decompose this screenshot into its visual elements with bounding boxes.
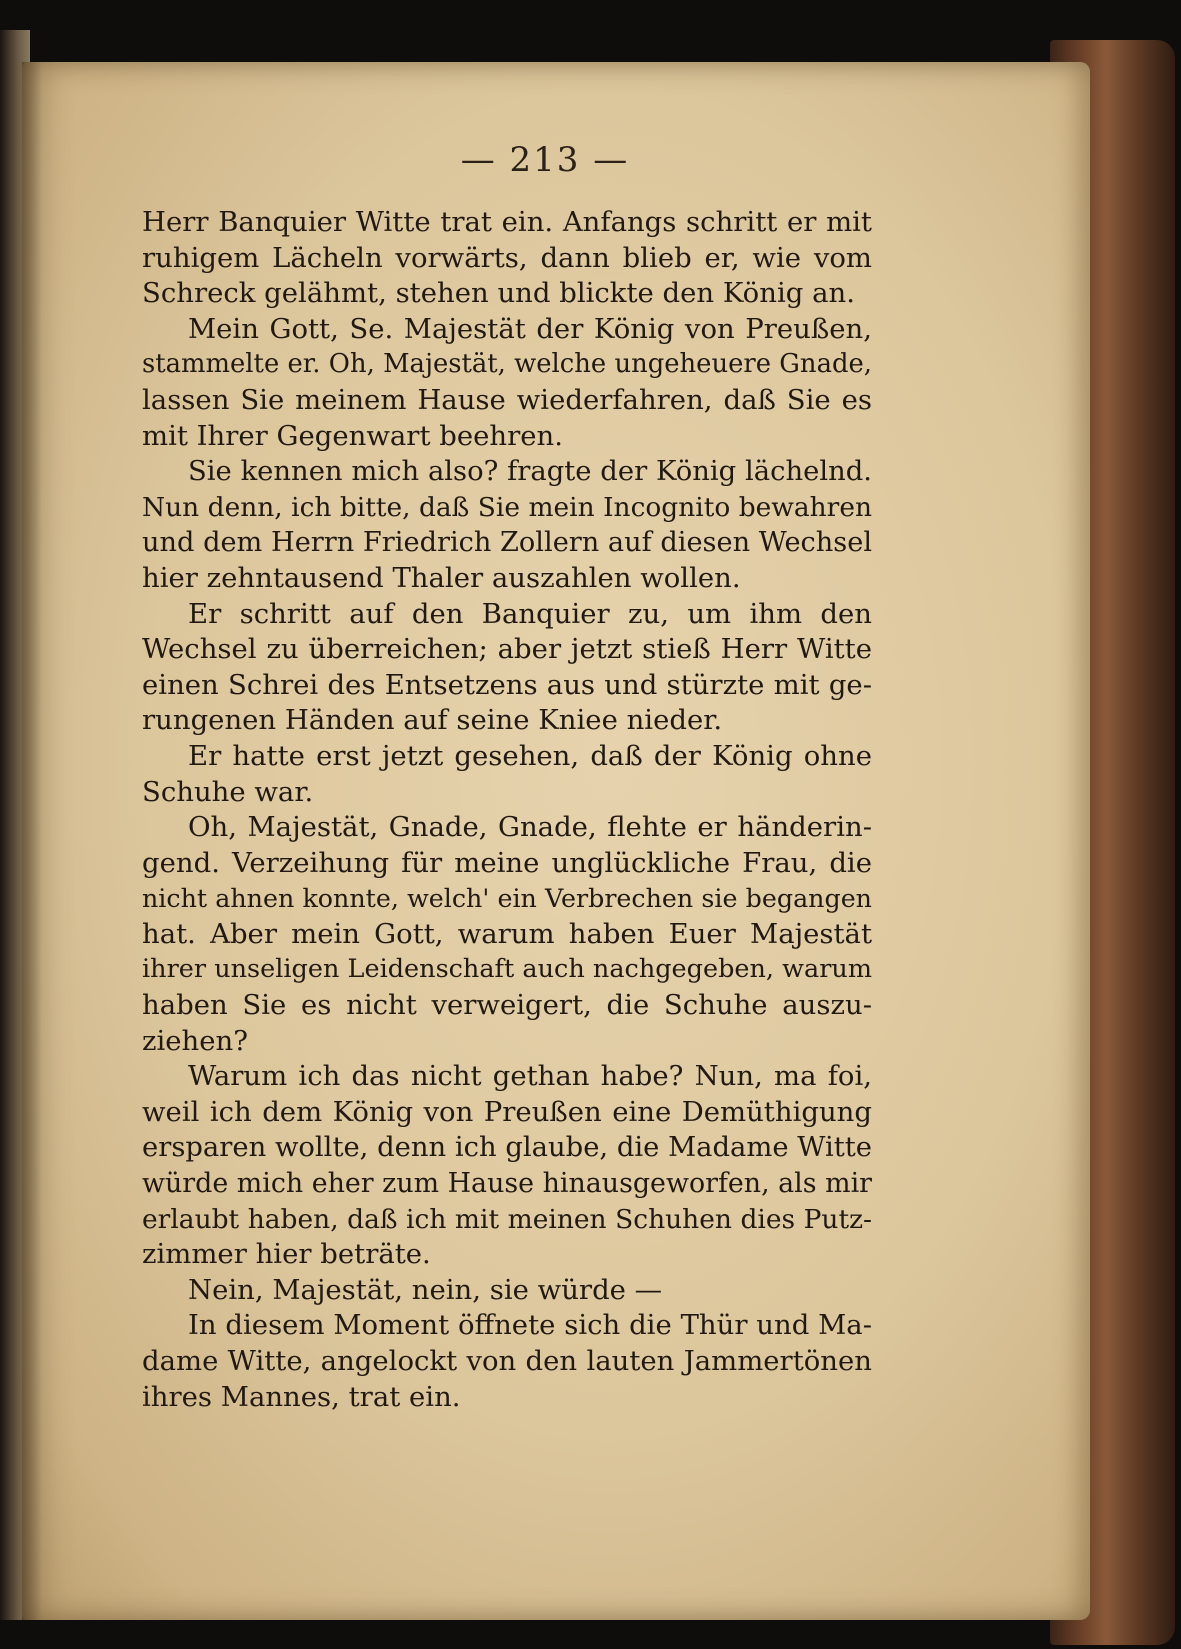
text-line: Wechsel zu überreichen; aber jetzt stieß Herr Witte xyxy=(142,633,872,666)
text-line: Oh, Majestät, Gnade, Gnade, flehte er händerin- xyxy=(188,811,872,844)
text-line: zimmer hier beträte. xyxy=(142,1238,431,1271)
text-line: In diesem Moment öffnete sich die Thür und Ma- xyxy=(188,1309,872,1342)
text-line: lassen Sie meinem Hause wiederfahren, daß Sie es xyxy=(142,383,872,416)
text-line: hier zehntausend Thaler auszahlen wollen. xyxy=(142,561,741,594)
text-line: Er schritt auf den Banquier zu, um ihm den xyxy=(188,597,872,630)
text-line: rungenen Händen auf seine Kniee nieder. xyxy=(142,704,723,737)
text-line: nicht ahnen konnte, welch' ein Verbrechen sie begangen xyxy=(142,883,872,914)
text-line: Warum ich das nicht gethan habe? Nun, ma foi, xyxy=(188,1060,872,1093)
body-text xyxy=(142,205,872,1415)
text-line: würde mich eher zum Hause hinausgeworfen, als mir xyxy=(142,1168,872,1200)
text-line: einen Schrei des Entsetzens aus und stürzte mit ge- xyxy=(142,668,872,701)
text-line: ersparen wollte, denn ich glaube, die Madame Witte xyxy=(142,1132,872,1164)
text-line: mit Ihrer Gegenwart beehren. xyxy=(142,419,563,452)
text-line: ihrer unseligen Leidenschaft auch nachgegeben, warum xyxy=(142,954,872,985)
text-line: Herr Banquier Witte trat ein. Anfangs schritt er mit xyxy=(142,206,872,238)
text-line: weil ich dem König von Preußen eine Demüthigung xyxy=(142,1095,872,1128)
text-line: ruhigem Lächeln vorwärts, dann blieb er, wie vom xyxy=(142,241,872,274)
text-line: gend. Verzeihung für meine unglückliche Frau, die xyxy=(142,846,872,879)
text-line: ihres Mannes, trat ein. xyxy=(142,1380,461,1413)
text-line: Nun denn, ich bitte, daß Sie mein Incognito bewahren xyxy=(142,491,872,523)
text-line: Sie kennen mich also? fragte der König lächelnd. xyxy=(188,456,872,488)
text-line: dame Witte, angelockt von den lauten Jammertönen xyxy=(142,1345,872,1377)
text-line: Schreck gelähmt, stehen und blickte den König an. xyxy=(142,277,855,310)
text-line: Schuhe war. xyxy=(142,775,314,808)
page-gutter-shadow xyxy=(22,62,42,1620)
text-line: Nein, Majestät, nein, sie würde — xyxy=(188,1273,663,1306)
text-line: und dem Herrn Friedrich Zollern auf diesen Wechsel xyxy=(142,527,873,559)
text-line: erlaubt haben, daß ich mit meinen Schuhen dies Putz- xyxy=(142,1203,872,1235)
text-line: Mein Gott, Se. Majestät der König von Preußen, xyxy=(188,312,872,345)
page-number: — 213 — xyxy=(460,140,630,180)
text-line: hat. Aber mein Gott, warum haben Euer Majestät xyxy=(142,917,872,950)
text-line: ziehen? xyxy=(142,1024,248,1057)
text-line: haben Sie es nicht verweigert, die Schuhe auszu- xyxy=(142,989,872,1022)
text-line: Er hatte erst jetzt gesehen, daß der König ohne xyxy=(188,739,872,772)
text-line: stammelte er. Oh, Majestät, welche ungeheuere Gnade, xyxy=(142,349,872,380)
